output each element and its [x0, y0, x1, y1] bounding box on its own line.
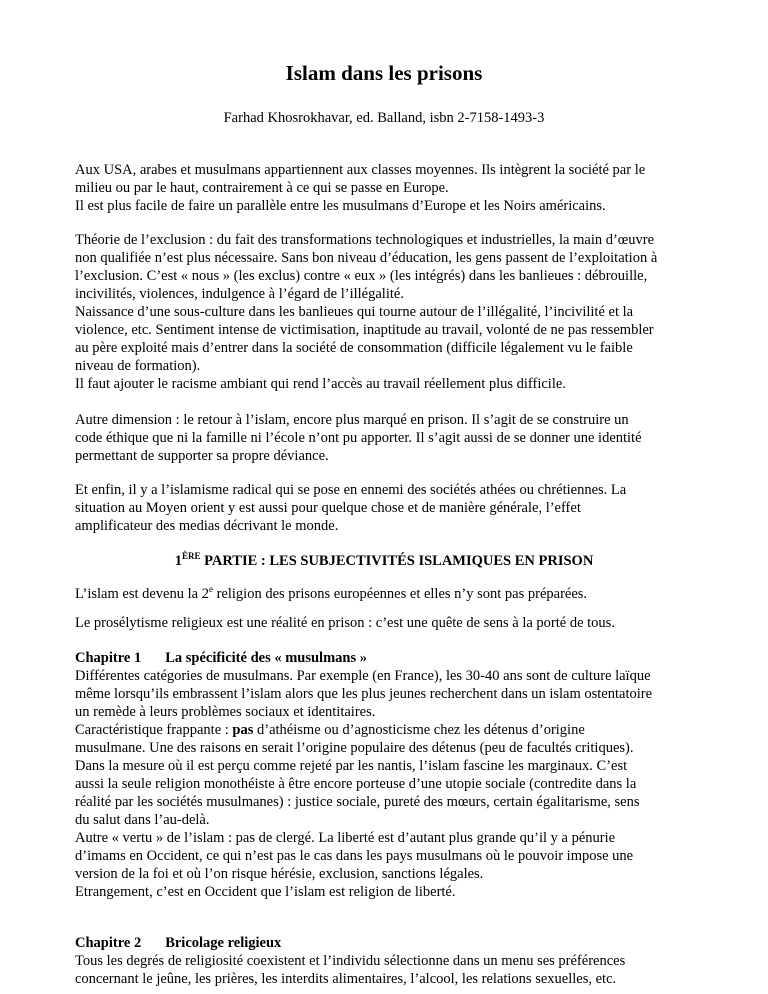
- chapter-heading: [75, 649, 367, 667]
- paragraph-line: concernant le jeûne, les prières, les interdits alimentaires, l’alcool, les relations sexuelles, etc.: [75, 971, 617, 987]
- paragraph-line: Et enfin, il y a l’islamisme radical qui se pose en ennemi des sociétés athées ou chrétiennes. La: [75, 482, 627, 498]
- paragraph-line: Le prosélytisme religieux est une réalité en prison : c’est une quête de sens à la porté de tous.: [75, 615, 615, 631]
- paragraph-line: Il est plus facile de faire un parallèle entre les musulmans d’Europe et les Noirs américains.: [75, 198, 606, 214]
- superscript: e: [208, 584, 213, 594]
- chapter-heading: [75, 934, 281, 952]
- part-heading: [0, 547, 768, 570]
- text-segment: d’athéisme ou d’agnosticisme chez les détenus d’origine: [253, 722, 585, 738]
- paragraph-line: Tous les degrés de religiosité coexistent et l’individu sélectionne dans un menu ses préférences: [75, 953, 626, 969]
- document-subtitle: Farhad Khosrokhavar, ed. Balland, isbn 2-7158-1493-3: [223, 110, 545, 126]
- paragraph-line: Autre dimension : le retour à l’islam, encore plus marqué en prison. Il s’agit de se construire un: [75, 412, 629, 428]
- text-segment: religion des prisons européennes et elles n’y sont pas préparées.: [212, 586, 588, 602]
- paragraph-line: même lorsqu’ils embrassent l’islam alors que les plus jeunes recherchent dans un islam ostentatoire: [75, 686, 653, 702]
- chapter-title: Bricolage religieux: [165, 935, 282, 951]
- paragraph-line: Différentes catégories de musulmans. Par exemple (en France), les 30-40 ans sont de culture laïque: [75, 668, 651, 684]
- paragraph-line: Aux USA, arabes et musulmans appartiennent aux classes moyennes. Ils intègrent la société par le: [75, 162, 646, 178]
- part-heading-number: 1: [174, 553, 182, 569]
- part-heading-text: PARTIE : LES SUBJECTIVITÉS ISLAMIQUES EN PRISON: [200, 553, 594, 569]
- paragraph-line: Théorie de l’exclusion : du fait des transformations technologiques et industrielles, la main d’œuvre: [75, 232, 655, 248]
- paragraph-line: milieu ou par le haut, contrairement à ce qui se passe en Europe.: [75, 180, 449, 196]
- paragraph-line: amplificateur des medias décrivant le monde.: [75, 518, 339, 534]
- paragraph-line: aussi la seule religion monothéiste à être encore porteuse d’une utopie sociale (contredite dans la: [75, 776, 637, 792]
- paragraph-line: Etrangement, c’est en Occident que l’islam est religion de liberté.: [75, 884, 456, 900]
- paragraph-line: Naissance d’une sous-culture dans les banlieues qui tourne autour de l’illégalité, l’incivilité et la: [75, 304, 634, 320]
- paragraph-line: l’exclusion. C’est « nous » (les exclus) contre « eux » (les intégrés) dans les banlieues : débrouille,: [75, 268, 648, 284]
- text-segment: Caractéristique frappante :: [75, 722, 233, 738]
- paragraph-line: d’imams en Occident, ce qui n’est pas le cas dans les pays musulmans où le pouvoir impose une: [75, 848, 634, 864]
- text-segment: L’islam est devenu la 2: [75, 586, 209, 602]
- paragraph-line: Dans la mesure où il est perçu comme rejeté par les nantis, l’islam fascine les marginaux. C’est: [75, 758, 628, 774]
- paragraph-line: Il faut ajouter le racisme ambiant qui rend l’accès au travail réellement plus difficile.: [75, 376, 566, 392]
- chapter-label: Chapitre 1: [75, 650, 142, 666]
- chapter-title: La spécificité des « musulmans »: [165, 650, 367, 666]
- document-title: Islam dans les prisons: [285, 61, 483, 85]
- paragraph-line: niveau de formation).: [75, 358, 201, 374]
- paragraph-line: permettant de supporter sa propre déviance.: [75, 448, 329, 464]
- paragraph-line: version de la foi et où l’on risque hérésie, exclusion, sanctions légales.: [75, 866, 484, 882]
- chapter-label: Chapitre 2: [75, 935, 142, 951]
- paragraph-line: musulmane. Une des raisons en serait l’origine populaire des détenus (peu de facultés critiques).: [75, 740, 634, 756]
- paragraph-line: non qualifiée n’est plus nécessaire. Sans bon niveau d’éducation, les gens passent de l’exploitation à: [75, 250, 658, 266]
- paragraph-line: incivilités, violences, indulgence à l’égard de l’illégalité.: [75, 286, 404, 302]
- paragraph-line: réalité par les sociétés musulmanes) : justice sociale, pureté des mœurs, certain égalitarisme, sens: [75, 794, 640, 810]
- paragraph-line: [75, 721, 585, 739]
- paragraph-line: au père exploité mais d’entrer dans la société de consommation (difficile légalement vu le faible: [75, 340, 633, 356]
- paragraph-line: [75, 580, 587, 603]
- part-heading-superscript: ÈRE: [181, 551, 201, 561]
- paragraph-line: violence, etc. Sentiment intense de victimisation, inaptitude au travail, volonté de ne pas ressembler: [75, 322, 654, 338]
- paragraph-line: du salut dans l’au-delà.: [75, 812, 210, 828]
- paragraph-line: situation au Moyen orient y est aussi pour quelque chose et de manière générale, l’effet: [75, 500, 581, 516]
- paragraph-line: un remède à leurs problèmes sociaux et identitaires.: [75, 704, 376, 720]
- emphasis-text: pas: [232, 722, 254, 738]
- paragraph-line: Autre « vertu » de l’islam : pas de clergé. La liberté est d’autant plus grande qu’il y a pénurie: [75, 830, 616, 846]
- paragraph-line: code éthique que ni la famille ni l’école n’ont pu apporter. Il s’agit aussi de se donner une identité: [75, 430, 642, 446]
